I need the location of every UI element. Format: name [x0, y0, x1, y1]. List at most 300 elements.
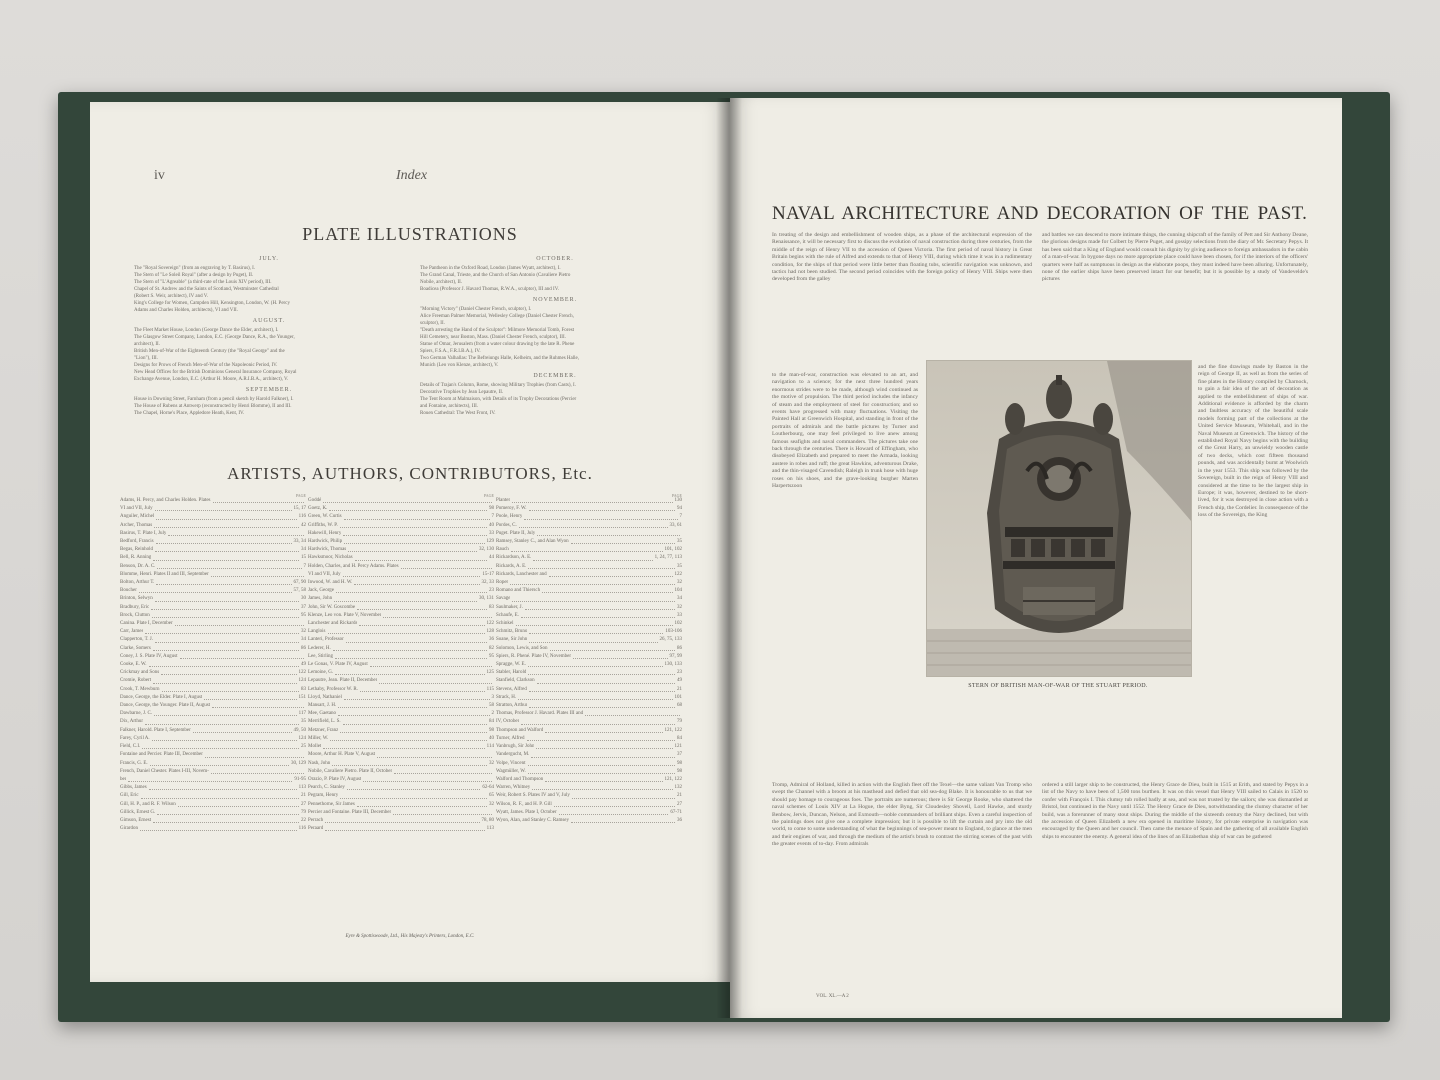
- plate-entry: (Robert S. Weir, architect), IV and V.: [134, 294, 209, 299]
- leader-dots: [325, 825, 484, 831]
- index-page-ref: 57, 58: [293, 588, 306, 594]
- index-row: [308, 751, 494, 759]
- index-row: [308, 546, 494, 554]
- leader-dots: [151, 604, 299, 610]
- left-page: [90, 102, 730, 982]
- index-name: Dix, Arthur: [120, 719, 144, 725]
- index-page-ref: 27: [677, 801, 682, 807]
- index-page-ref: 67, 90: [293, 580, 306, 586]
- leader-dots: [363, 776, 492, 782]
- index-name: Pomeroy, F. W.: [496, 506, 527, 512]
- index-page-ref: 32, 130: [479, 547, 494, 553]
- index-page-ref: 32: [677, 604, 682, 610]
- index-name: Goetz, K.: [308, 506, 328, 512]
- index-page-ref: 22: [301, 817, 306, 823]
- index-row: [120, 686, 306, 694]
- leader-dots: [161, 669, 296, 675]
- index-page-ref: 23: [677, 670, 682, 676]
- index-name: Cromie, Robert: [120, 678, 152, 684]
- index-page-ref: 116: [298, 826, 306, 832]
- index-name: Saulmaker, J.: [496, 604, 523, 610]
- leader-dots: [545, 727, 662, 733]
- index-row: [496, 636, 682, 644]
- index-page-ref: 15: [301, 555, 306, 561]
- index-name: Schinkel: [496, 621, 514, 627]
- page-column-header: PAGE: [671, 493, 682, 498]
- leader-dots: [145, 628, 299, 634]
- index-row: [308, 571, 494, 579]
- index-row: [120, 612, 306, 620]
- index-row: [496, 538, 682, 546]
- index-name: Coney, J. S. Plate IV, August: [120, 653, 178, 659]
- index-name: Spragge, W. E.: [496, 662, 526, 668]
- leader-dots: [528, 760, 675, 766]
- index-page-ref: 122: [298, 670, 306, 676]
- index-page-ref: 79: [301, 809, 306, 815]
- leader-dots: [529, 636, 657, 642]
- leader-dots: [328, 628, 485, 634]
- index-name: Girardon: [120, 826, 139, 832]
- index-name: Miller, W.: [308, 735, 329, 741]
- leader-dots: [511, 546, 663, 552]
- index-name: Metzner, Franz: [308, 727, 339, 733]
- leader-dots: [344, 694, 490, 700]
- index-page-ref: 116: [298, 514, 306, 520]
- index-row: [120, 628, 306, 636]
- index-row: [120, 645, 306, 653]
- index-page-ref: 98: [489, 727, 494, 733]
- index-name: Bradbury, Eric: [120, 604, 150, 610]
- leader-dots: [355, 554, 487, 560]
- index-row: [120, 743, 306, 751]
- index-row: [496, 677, 682, 685]
- index-row: [308, 661, 494, 669]
- index-name: Lemoine, G.: [308, 670, 334, 676]
- index-row: [308, 497, 494, 505]
- index-row: [496, 522, 682, 530]
- index-name: Rickardson, A. E.: [496, 555, 532, 561]
- plate-entry: Rouen Cathedral: The West Front, IV.: [420, 411, 496, 416]
- index-row: [308, 686, 494, 694]
- index-row: [496, 751, 682, 759]
- plate-list-left: [134, 252, 404, 417]
- index-page-ref: 68: [677, 703, 682, 709]
- index-page-ref: 1, 24, 77, 113: [654, 555, 682, 561]
- index-name: Begas, Reinhold: [120, 547, 154, 553]
- index-name: Solomon, Lewis, and Son: [496, 645, 548, 651]
- index-page-ref: 94: [677, 506, 682, 512]
- index-name: Benson, Dr. A. C.: [120, 563, 156, 569]
- index-row: [120, 792, 306, 800]
- index-name: Hawksmoor, Nicholas: [308, 555, 353, 561]
- index-name: Lepautre, Jean. Plate II, December: [308, 678, 378, 684]
- index-page-ref: 79: [677, 719, 682, 725]
- index-page-ref: 37: [301, 604, 306, 610]
- leader-dots: [529, 686, 675, 692]
- index-name: Rauch: [496, 547, 509, 553]
- index-row: [120, 571, 306, 579]
- index-row: [308, 538, 494, 546]
- index-row: [120, 702, 306, 710]
- index-row: [308, 694, 494, 702]
- index-page-ref: 40: [489, 735, 494, 741]
- leader-dots: [516, 620, 673, 626]
- leader-dots: [157, 809, 299, 815]
- index-name: Vanbrugh, Sir John: [496, 744, 535, 750]
- index-name: Pegram, Henry: [308, 793, 339, 799]
- article-title: NAVAL ARCHITECTURE AND DECORATION OF THE PAST.: [772, 203, 1308, 224]
- leader-dots: [204, 694, 296, 700]
- leader-dots: [180, 653, 304, 659]
- index-name: Clapperton, T. J.: [120, 637, 154, 643]
- index-page-ref: 82: [489, 645, 494, 651]
- index-row: [308, 522, 494, 530]
- index-page-ref: 102: [674, 621, 682, 627]
- index-name: Klenze, Leo von. Plate V, November: [308, 612, 382, 618]
- index-page-ref: 7: [491, 514, 494, 520]
- index-name: Strack, H.: [496, 694, 517, 700]
- index-name: Inwood, W. and H. W.: [308, 580, 353, 586]
- index-page-ref: 86: [301, 645, 306, 651]
- index-row: [496, 587, 682, 595]
- index-name: Wilson, R. F., and H. P. Gill: [496, 801, 552, 807]
- index-name: Moore, Arthur H. Plate V, August: [308, 752, 376, 758]
- index-name: Nobile, Cavaliere Pietro. Plate II, October: [308, 768, 393, 774]
- leader-dots: [370, 661, 492, 667]
- index-page-ref: 58: [489, 703, 494, 709]
- leader-dots: [347, 784, 480, 790]
- index-page-ref: 65: [489, 793, 494, 799]
- index-page-ref: 113: [486, 826, 494, 832]
- index-name: Mollet: [308, 744, 322, 750]
- leader-dots: [528, 661, 663, 667]
- leader-dots: [343, 530, 487, 536]
- index-name: Nash, John: [308, 760, 331, 766]
- index-page-ref: 151: [298, 694, 306, 700]
- index-row: [120, 809, 306, 817]
- index-row: [120, 801, 306, 809]
- plate-entry: The Pantheon in the Oxford Road, London (James Wyatt, architect), I.: [420, 266, 561, 271]
- index-page-ref: 40: [489, 522, 494, 528]
- index-page-ref: 32: [489, 801, 494, 807]
- leader-dots: [213, 497, 305, 503]
- index-page-ref: 101: [674, 694, 682, 700]
- index-row: [496, 653, 682, 661]
- month-heading: NOVEMBER.: [532, 297, 578, 303]
- plate-entry: architect), II.: [134, 342, 160, 347]
- index-page-ref: 25: [301, 744, 306, 750]
- index-name: Hakewill, Henry: [308, 530, 342, 536]
- index-name: Langlois: [308, 629, 326, 635]
- plate-entry: Hill Cemetery, near Boston, Mass. (Daniel Chester French, sculptor), III.: [420, 335, 566, 340]
- index-row: [308, 677, 494, 685]
- ship-stern-engraving: [927, 361, 1191, 676]
- plate-entry: Alice Freeman Palmer Memorial, Wellesley College (Daniel Chester French,: [420, 314, 574, 319]
- index-page-ref: 49, 50: [293, 727, 306, 733]
- index-name: Anguiler, Michel: [120, 514, 155, 520]
- index-page-ref: 114: [486, 744, 494, 750]
- index-page-ref: 44: [489, 555, 494, 561]
- right-page: [730, 98, 1342, 1018]
- index-name: French, Daniel Chester. Plates I-III, Novem-: [120, 768, 209, 774]
- index-row: [496, 661, 682, 669]
- index-name: Stanfield, Clarkson: [496, 678, 535, 684]
- index-page-ref: 78, 80: [481, 817, 494, 823]
- index-row: [496, 727, 682, 735]
- index-page-ref: 36: [677, 817, 682, 823]
- plate-entry: The Grand Canal, Trieste, and the Church of San Antonio (Cavaliere Pietro: [420, 273, 571, 278]
- index-name: Brinton, Selwyn: [120, 596, 153, 602]
- index-name: Lederer, H.: [308, 645, 331, 651]
- index-page-ref: 128: [486, 629, 494, 635]
- index-page-ref: 21: [301, 793, 306, 799]
- index-page-ref: 7: [679, 514, 682, 520]
- article-bottom-left: Tromp, Admiral of Holland, killed in action with the English fleet off the Texel—the same valiant Van Tromp who swept the Channel with a broom at his masthead and defied that old sea-dog Blake. It is honourable to us that we should pay homage to courageous foes. The portraits are numerous; there is Sir George Rooke, who shattered the naval schemes of Louis XIV at La Hogue, the elder Byng, Sir Cloudesley Shovell, Lord Hawke, and sturdy Benbow, Jervis, Duncan, Nelson, and Exmouth—noble commanders of brilliant ships. Even a careful inspection of the paintings does not give one a complete impression; but it is possible to lift the curtain and pry into the old world, to come to some understanding of what the beginnings of sea-power meant to England, to glance at the men and their engines of war, and through the medium of the artist's brush to contrast the stirring scenes of the past with the greater events of to-day. From admirals: [772, 782, 1032, 848]
- leader-dots: [168, 530, 304, 536]
- index-row: [308, 718, 494, 726]
- index-name: Perrach: [308, 817, 324, 823]
- index-name: Planter: [496, 498, 511, 503]
- leader-dots: [348, 546, 477, 552]
- leader-dots: [323, 497, 492, 503]
- index-name: Lee, Stirling: [308, 653, 333, 659]
- index-row: [120, 661, 306, 669]
- plate-entry: "Morning Victory" (Daniel Chester French, sculptor), I.: [420, 307, 532, 312]
- index-row: [120, 636, 306, 644]
- index-row: [120, 727, 306, 735]
- plate-entry: sculptor), II.: [420, 321, 445, 326]
- plate-entry: The Glasgow Street Company, London, E.C. (George Dance, R.A., the Younger,: [134, 335, 295, 340]
- plate-entry: The Tent Room at Malmaison, with Details of its Trophy Decorations (Percier: [420, 397, 577, 402]
- index-page-ref: 97, 99: [669, 653, 682, 659]
- leader-dots: [537, 677, 675, 683]
- index-row: [120, 669, 306, 677]
- index-name: IV, October: [496, 719, 520, 725]
- index-name: Carr, James: [120, 629, 144, 635]
- leader-dots: [542, 587, 672, 593]
- index-row: [120, 710, 306, 718]
- leader-dots: [153, 645, 299, 651]
- index-name: Lethaby, Professor W. R.: [308, 686, 358, 692]
- leader-dots: [329, 505, 487, 511]
- index-name: Hardwick, Philip: [308, 539, 343, 545]
- index-page-ref: 121, 122: [664, 727, 682, 733]
- leader-dots: [340, 727, 487, 733]
- plate-entry: Munich (Leo von Klenze, architect), V.: [420, 363, 499, 368]
- index-name: Peraard: [308, 826, 324, 832]
- leader-dots: [193, 727, 292, 733]
- leader-dots: [157, 563, 301, 569]
- index-page-ref: 33: [677, 612, 682, 618]
- plate-entry: "Lion"), III.: [134, 356, 158, 361]
- index-name: Lanchester and Rickards: [308, 621, 358, 627]
- leader-dots: [343, 718, 487, 724]
- leader-dots: [524, 513, 677, 519]
- index-page-ref: 113: [298, 785, 306, 791]
- index-row: [496, 702, 682, 710]
- leader-dots: [394, 768, 492, 774]
- leader-dots: [338, 710, 489, 716]
- index-name: Thompson and Walford: [496, 727, 544, 733]
- index-name: Boucher: [120, 588, 137, 594]
- index-name: Wagmüller, W.: [496, 768, 526, 774]
- index-page-ref: 129: [486, 539, 494, 545]
- index-page-ref: 33: [489, 530, 494, 536]
- leader-dots: [152, 735, 297, 741]
- index-row: [308, 620, 494, 628]
- month-heading: OCTOBER.: [536, 256, 574, 262]
- index-row: [496, 809, 682, 817]
- plate-entry: Spiers, F.S.A., F.R.I.B.A.), IV.: [420, 349, 481, 354]
- plate-entry: British Men-of-War of the Eighteenth Century (the "Royal George" and the: [134, 349, 285, 354]
- index-row: [496, 694, 682, 702]
- index-name: Bolton, Arthur T.: [120, 580, 155, 586]
- index-row: [120, 505, 306, 513]
- index-page-ref: 101, 102: [664, 547, 682, 553]
- leader-dots: [156, 513, 296, 519]
- plate-entry: Adams and Charles Holden, architects), VI and VII.: [134, 308, 238, 313]
- index-page-ref: 27: [301, 801, 306, 807]
- leader-dots: [559, 809, 669, 815]
- leader-dots: [336, 587, 487, 593]
- leader-dots: [532, 784, 672, 790]
- leader-dots: [512, 497, 672, 503]
- index-page-ref: 95: [489, 653, 494, 659]
- index-name: Holden, Charles, and H. Percy Adams. Plates: [308, 563, 399, 569]
- index-page-ref: 37: [677, 752, 682, 758]
- index-row: [120, 776, 306, 784]
- leader-dots: [156, 579, 291, 585]
- plate-entry: Two German Valhallas: The Befreiungs Halle, Kelheim, and the Ruhmes Halle,: [420, 356, 580, 361]
- book-gutter: [716, 98, 742, 1018]
- index-row: [308, 628, 494, 636]
- index-page-ref: 15, 17: [293, 506, 306, 512]
- index-row: [120, 735, 306, 743]
- index-name: Field, C.I.: [120, 744, 141, 750]
- index-name: Gimson, Ernest: [120, 817, 152, 823]
- index-page-ref: 32, 33: [481, 580, 494, 586]
- leader-dots: [377, 751, 492, 757]
- leader-dots: [545, 776, 662, 782]
- index-page-ref: 84: [489, 719, 494, 725]
- index-row: [120, 579, 306, 587]
- index-name: Wyon, Alan, and Stanley C. Ramsey: [496, 817, 570, 823]
- leader-dots: [528, 768, 675, 774]
- leader-dots: [344, 513, 490, 519]
- leader-dots: [379, 677, 492, 683]
- index-page-ref: 35: [677, 563, 682, 569]
- index-name: Percier and Fontaine. Plate III, December: [308, 809, 392, 815]
- index-row: [496, 686, 682, 694]
- index-row: [308, 702, 494, 710]
- index-name: Orazio, P. Plate IV, August: [308, 776, 362, 782]
- plate-entry: The House of Rubens at Antwerp (reconstructed by Henri Blomme), II and III.: [134, 404, 292, 409]
- index-name: John, Sir W. Goscombe: [308, 604, 356, 610]
- article-column-3-narrow: and the fine drawings made by Baston in the reign of George II, as well as from the series of fine plates in the History compiled by Charnock, to gain a fair idea of the art of decoration as applied to the embellishment of ships of war. Additional evidence is afforded by the charm and faultless accuracy of the beautiful scale models forming part of the collections at the United Service Museum, Whitehall, and in the Naval Museum at Greenwich. The history of the established Royal Navy begins with the building of the Great Harry, an unwieldy wooden castle of two decks, which cost fifteen thousand pounds, and was accidentally burnt at Woolwich in the year 1553. This ship was followed by the Sovereign, built in the reign of Henry VIII and considered at the time to be the largest ship in Europe; it was, however, destined to be short-lived, for it was destroyed in close action with a French ship, the Cordelier. In consequence of the loss of the Sovereign, the King: [1198, 364, 1308, 519]
- plate-entry: The Stern of "L'Agreable" (a third-rate of the Louis XIV period), III.: [134, 280, 272, 285]
- index-row: [496, 718, 682, 726]
- index-row: [120, 760, 306, 768]
- index-row: [496, 735, 682, 743]
- index-name: Rickards, Lanchester and: [496, 571, 547, 577]
- index-row: [496, 497, 682, 505]
- index-row: [496, 530, 682, 538]
- plate-entry: King's College for Women, Campden Hill, Kensington, London, W. (H. Percy: [134, 301, 290, 306]
- index-row: [308, 554, 494, 562]
- artists-column-2: [308, 492, 494, 833]
- article-column-3-top: and battles we can descend to more intimate things, the cunning shipcraft of the family of Pett and Sir Anthony Deane, the glorious designs made for Colbert by Pierre Puget, and gossipy selections from the diary of Mr. Secretary Pepys. It has been said that a King of England would consult his dignity by giving audience to foreign ambassadors in the cabin of a man-of-war. In bygone days no more appropriate place could have been chosen, for if the interiors of the officers' quarters were half as sumptuous in design as the elaborate poops, they must indeed have been alluring. Unfortunately, none of the earlier ships have been preserved intact for our benefit; but it is possible by a study of Vandevelde's pictures: [1042, 232, 1308, 283]
- index-row: [496, 612, 682, 620]
- index-name: Farey, Cyril A.: [120, 735, 150, 741]
- plate-entry: "Death arresting the Hand of the Sculptor": Milmore Memorial Tomb, Forest: [420, 328, 575, 333]
- index-row: [308, 669, 494, 677]
- index-name: VI and VII, July: [308, 571, 341, 577]
- index-row: [120, 522, 306, 530]
- index-name: Spiers, R. Phené. Plate IV, November: [496, 653, 572, 659]
- leader-dots: [333, 645, 487, 651]
- leader-dots: [150, 760, 289, 766]
- index-name: Stratton, Arthur: [496, 703, 528, 709]
- index-page-ref: 21: [677, 686, 682, 692]
- index-page-ref: 26, 75, 133: [659, 637, 682, 643]
- leader-dots: [519, 522, 668, 528]
- index-page-ref: 84: [677, 735, 682, 741]
- index-name: Fontaine and Percier. Plate III, December: [120, 752, 203, 758]
- index-row: [308, 735, 494, 743]
- index-row: [496, 546, 682, 554]
- plate-entry: Boadicea (Professor J. Havard Thomas, R.W.A., sculptor), III and IV.: [420, 287, 559, 292]
- index-name: Le Gonas, V. Plate IV, August: [308, 662, 368, 668]
- leader-dots: [521, 612, 675, 618]
- ship-stern-illustration: [926, 360, 1192, 677]
- index-page-ref: 104: [674, 588, 682, 594]
- index-row: [496, 554, 682, 562]
- plate-entry: Exchange Avenue, London, E.C. (Arthur H. Moore, A.R.I.B.A., architect), V.: [134, 377, 289, 382]
- index-row: [308, 579, 494, 587]
- index-row: [496, 579, 682, 587]
- leader-dots: [175, 620, 304, 626]
- index-name: Volpe, Vincent: [496, 760, 526, 766]
- index-page-ref: 35: [677, 539, 682, 545]
- leader-dots: [149, 784, 297, 790]
- index-page-ref: 49: [677, 678, 682, 684]
- index-row: [496, 505, 682, 513]
- index-row: [496, 792, 682, 800]
- leader-dots: [212, 702, 304, 708]
- figure-caption: STERN OF BRITISH MAN-OF-WAR OF THE STUART PERIOD.: [968, 683, 1148, 689]
- index-row: [308, 530, 494, 538]
- plate-illustrations-title: PLATE ILLUSTRATIONS: [302, 224, 518, 244]
- index-page-ref: 2: [491, 711, 494, 717]
- leader-dots: [554, 801, 675, 807]
- index-name: Falkner, Harold. Plate I, September: [120, 727, 191, 733]
- index-row: [496, 801, 682, 809]
- leader-dots: [529, 628, 663, 634]
- leader-dots: [335, 653, 487, 659]
- volume-line: VOL. XL.—A 2: [816, 994, 849, 999]
- index-name: Walford and Thompson: [496, 776, 544, 782]
- index-row: [308, 776, 494, 784]
- index-row: [120, 587, 306, 595]
- index-page-ref: 95: [301, 612, 306, 618]
- printer-imprint: Eyre & Spottiswoode, Ltd., His Majesty's Printers, London, E.C.: [345, 934, 475, 939]
- running-head: [154, 168, 690, 184]
- index-name: Poole, Henry: [496, 514, 523, 520]
- index-row: [496, 760, 682, 768]
- index-row: [120, 620, 306, 628]
- leader-dots: [211, 768, 304, 774]
- page-column-header: PAGE: [295, 493, 306, 498]
